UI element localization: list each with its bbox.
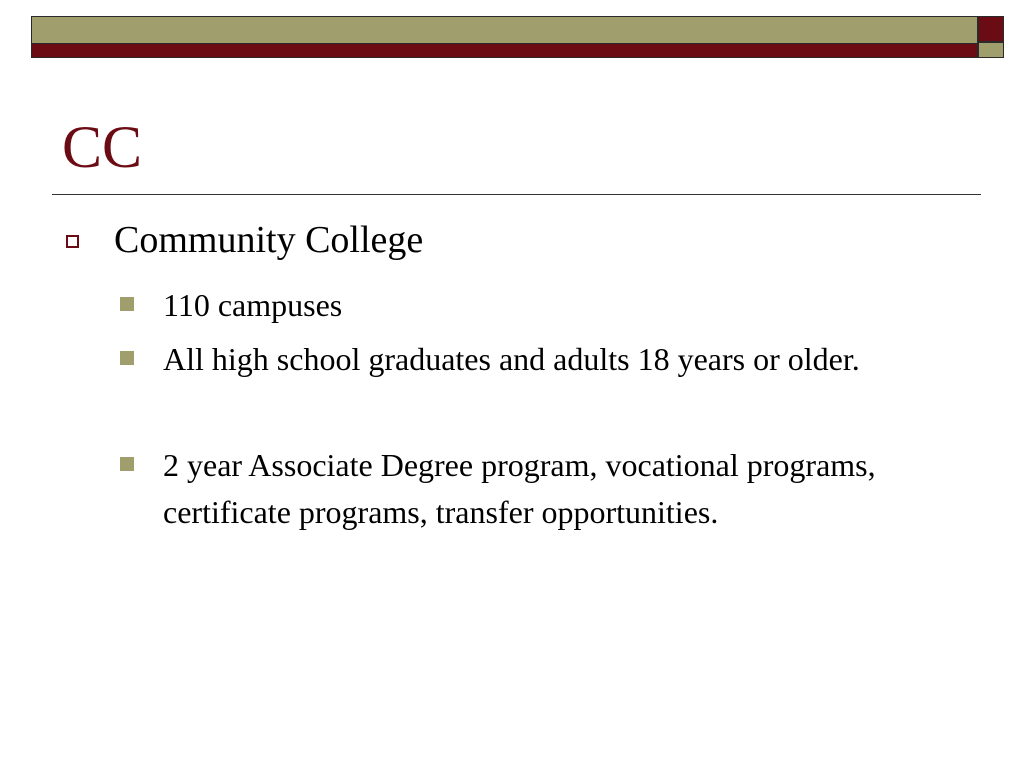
square-bullet-icon <box>120 297 134 311</box>
header-maroon-stripe <box>32 44 977 58</box>
sub-bullet-text: 110 campuses <box>163 287 343 323</box>
slide-title: CC <box>62 114 143 180</box>
square-bullet-icon <box>120 351 134 365</box>
sub-bullet-text: All high school graduates and adults 18 years or older. <box>163 341 860 377</box>
sub-bullet-text: 2 year Associate Degree program, vocational programs, certificate programs, transfer opportunities. <box>163 447 876 530</box>
title-divider <box>52 194 981 195</box>
corner-square-maroon <box>978 16 1004 42</box>
bullet-level1-text: Community College <box>114 219 424 261</box>
header-decor-bar <box>31 16 978 58</box>
square-bullet-icon <box>120 457 134 471</box>
header-olive-stripe <box>32 17 977 44</box>
corner-square-olive <box>978 42 1004 58</box>
hollow-square-bullet-icon <box>66 235 79 248</box>
